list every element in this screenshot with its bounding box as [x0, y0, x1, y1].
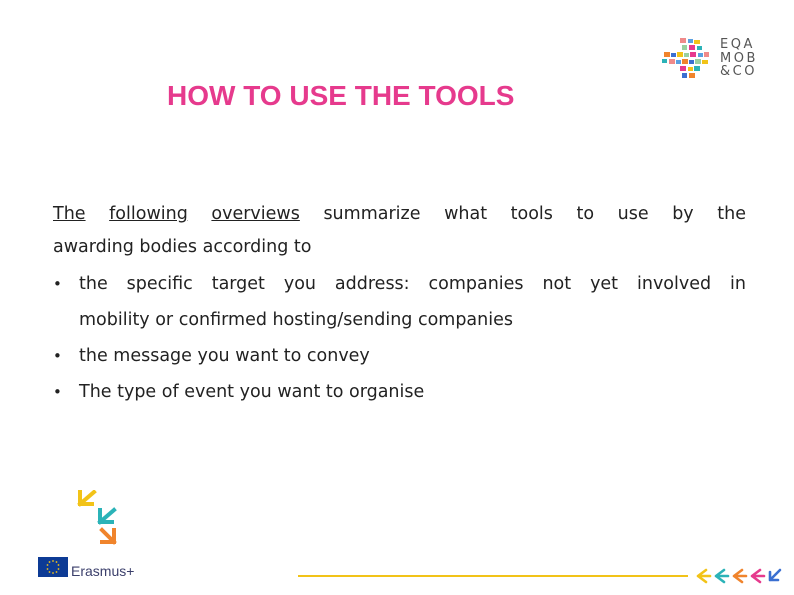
- decorative-arrows-icon: [72, 490, 122, 545]
- bullet-word: address:: [334, 274, 410, 294]
- bullet-word: in: [730, 274, 746, 294]
- intro-word: use: [617, 204, 649, 224]
- bullet-marker: •: [53, 383, 62, 401]
- intro-word: the: [717, 204, 746, 224]
- intro-word: what: [444, 204, 488, 224]
- intro-word: following: [109, 204, 188, 224]
- logo-text: [720, 38, 770, 79]
- eu-flag-icon: [38, 557, 68, 577]
- bullet-item-event: [53, 374, 746, 410]
- bullet-word: you: [283, 274, 316, 294]
- intro-line-2: awarding bodies according to: [53, 237, 312, 257]
- bullet-item-message: [53, 338, 746, 374]
- bullet-word: target: [211, 274, 265, 294]
- page-title: HOW TO USE THE TOOLS: [167, 80, 515, 111]
- intro-paragraph: [53, 198, 746, 264]
- intro-word: summarize: [323, 204, 421, 224]
- bullet-line-1: [79, 266, 746, 302]
- eqamob-logo: [660, 38, 770, 80]
- intro-word: by: [672, 204, 694, 224]
- bullet-word: specific: [126, 274, 193, 294]
- bullet-text: the message you want to convey: [79, 346, 370, 366]
- erasmus-label: Erasmus+: [71, 563, 135, 579]
- intro-word: to: [576, 204, 595, 224]
- footer-arrows-icon: [694, 567, 784, 585]
- bullet-line-2: mobility or confirmed hosting/sending companies: [79, 310, 513, 330]
- bullet-marker: •: [53, 347, 62, 365]
- bullet-word: the: [79, 274, 108, 294]
- logo-mosaic-icon: [660, 38, 716, 80]
- logo-line-2: MOB: [720, 50, 758, 66]
- intro-word: tools: [510, 204, 553, 224]
- bullet-item-target: [53, 266, 746, 338]
- bullet-word: not: [542, 274, 572, 294]
- bullet-text: The type of event you want to organise: [79, 382, 425, 402]
- intro-word: The: [53, 204, 86, 224]
- logo-line-3: &CO: [720, 64, 757, 79]
- bullet-word: yet: [590, 274, 619, 294]
- intro-word: overviews: [211, 204, 300, 224]
- bullet-marker: •: [53, 275, 62, 293]
- bullet-word: companies: [428, 274, 524, 294]
- intro-line-1: [53, 198, 746, 231]
- footer-divider: [298, 575, 688, 577]
- logo-line-1: EQA: [720, 37, 755, 52]
- bullet-list: [53, 266, 746, 410]
- bullet-word: involved: [636, 274, 712, 294]
